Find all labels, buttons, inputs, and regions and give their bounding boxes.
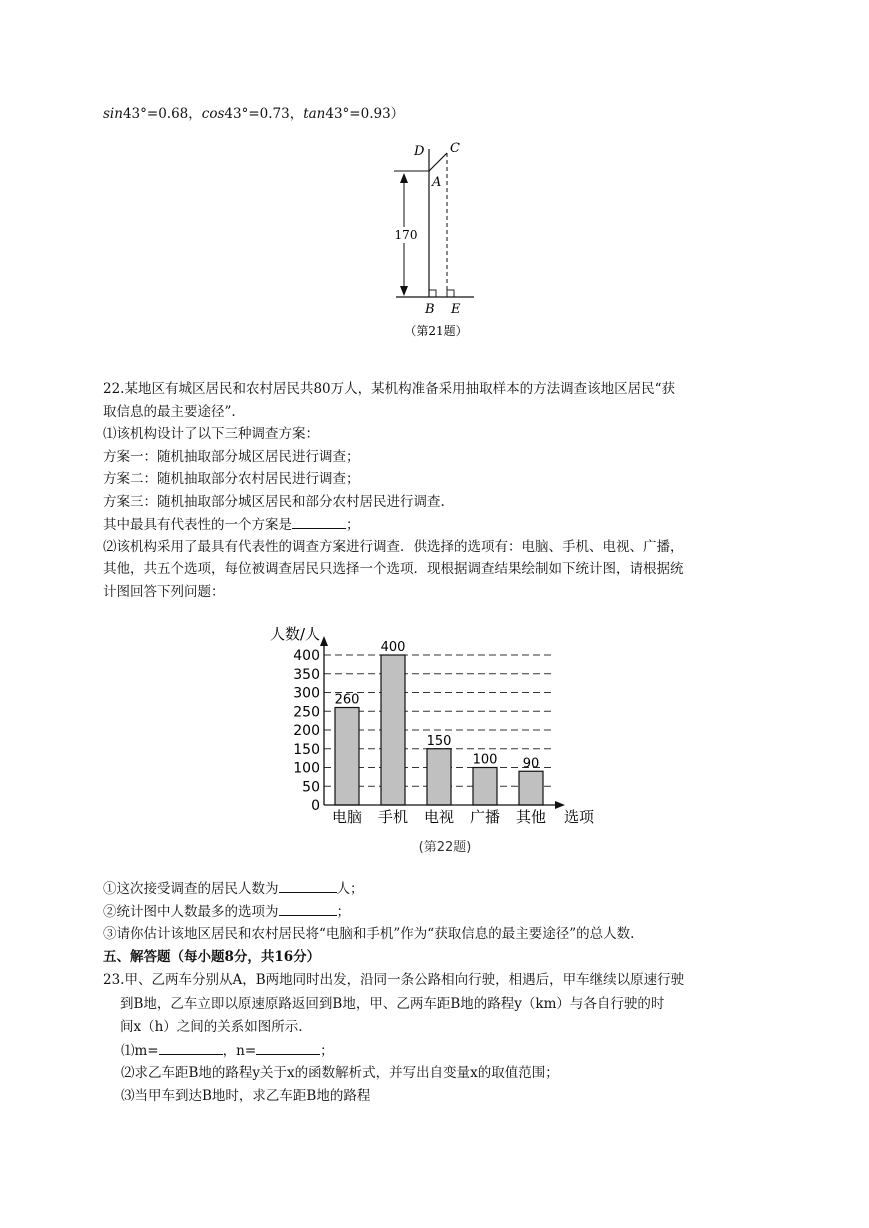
q22-sub1: [103, 878, 364, 899]
category-label: 电脑: [331, 808, 363, 826]
category-label: 手机: [377, 808, 409, 826]
q22-plan2: 方案二：随机抽取部分农村居民进行调查；: [103, 471, 360, 487]
y-axis-label: 人数/人: [270, 625, 321, 643]
point-b-label: B: [425, 302, 435, 317]
bar: [473, 768, 497, 806]
bar-value-label: 100: [472, 752, 498, 768]
cos-value: 43°=0.73，: [224, 106, 304, 122]
category-label: 广播: [469, 808, 501, 826]
q23-line3: 间x（h）之间的关系如图所示.: [120, 1019, 303, 1035]
bar-value-label: 260: [334, 692, 360, 708]
x-axis-label: 选项: [564, 808, 595, 826]
q22-part2-line1: ⑵该机构采用了最具有代表性的调查方案进行调查．供选择的选项有：电脑、手机、电视、广播，: [103, 539, 684, 555]
right-angle-e: [447, 290, 454, 297]
answer-blank[interactable]: [256, 1040, 320, 1055]
q23-part1: [121, 1040, 334, 1061]
y-tick-label: 300: [293, 685, 320, 702]
rep-punct: ；: [346, 517, 360, 533]
segment-ac: [429, 153, 447, 171]
figure-21: [390, 135, 490, 345]
tan-value: 43°=0.93）: [325, 106, 405, 122]
q23-part3: ⑶当甲车到达B地时，求乙车距B地的路程: [121, 1088, 371, 1104]
y-tick-label: 200: [293, 723, 320, 739]
sin-label: sin: [103, 106, 123, 122]
bar: [381, 655, 405, 805]
point-c-label: C: [450, 141, 460, 156]
point-d-label: D: [414, 144, 425, 159]
bar-value-label: 400: [380, 640, 406, 655]
bar-value-label: 150: [426, 733, 452, 749]
q22-intro-line2: 取信息的最主要途径”.: [103, 404, 236, 420]
right-angle-b: [429, 290, 436, 297]
q23-line2: 到B地，乙车立即以原速原路返回到B地，甲、乙两车距B地的路程y（km）与各自行驶的时: [120, 996, 665, 1012]
height-label: 170: [394, 228, 418, 242]
rep-text: 其中最具有代表性的一个方案是: [103, 517, 292, 533]
q22-part2-line2: 其他，共五个选项，每位被调查居民只选择一个选项．现根据调查结果绘制如下统计图，请根据统: [103, 561, 684, 577]
section5-heading: 五、解答题（每小题8分，共16分）: [103, 949, 321, 965]
cos-label: cos: [201, 106, 225, 122]
q22-plan1: 方案一：随机抽取部分城区居民进行调查；: [103, 449, 360, 465]
q22-representative-line: [103, 514, 360, 535]
y-tick-label: 100: [293, 760, 320, 777]
answer-blank[interactable]: [292, 514, 346, 529]
y-axis-arrow-icon: [320, 636, 328, 646]
trig-values-line: [103, 104, 404, 124]
fig21-caption: （第21题）: [404, 324, 468, 338]
m-label: ⑴m=: [121, 1043, 159, 1059]
q23-line1: 23.甲、乙两车分别从A，B两地同时出发，沿同一条公路相向行驶，相遇后，甲车继续以原速行驶: [103, 972, 685, 988]
bar-value-label: 90: [522, 756, 540, 772]
q22-plan3: 方案三：随机抽取部分城区居民和部分农村居民进行调查.: [103, 494, 445, 510]
bar-chart-22: [262, 618, 612, 863]
point-e-label: E: [451, 302, 461, 317]
arrow-down-icon: [400, 286, 408, 296]
tan-label: tan: [303, 106, 326, 122]
q22-intro-line1: 22.某地区有城区居民和农村居民共80万人，某机构准备采用抽取样本的方法调查该地区居民“获: [103, 381, 676, 397]
y-tick-label: 50: [302, 779, 320, 796]
n-label: ，n=: [222, 1043, 257, 1059]
sub2-punct: ；: [336, 904, 350, 920]
q22-part1: ⑴该机构设计了以下三种调查方案：: [103, 426, 319, 442]
sin-value: 43°=0.68，: [122, 106, 202, 122]
part1-punct: ；: [320, 1043, 334, 1059]
point-a-label: A: [432, 175, 442, 190]
answer-blank[interactable]: [159, 1040, 223, 1055]
sub1-text: ①这次接受调查的居民人数为: [103, 881, 279, 897]
category-label: 其他: [515, 808, 547, 826]
bar: [427, 749, 451, 805]
q22-sub3: ③请你估计该地区居民和农村居民将“电脑和手机”作为“获取信息的最主要途径”的总人数.: [103, 926, 635, 942]
y-tick-label: 400: [293, 648, 320, 664]
y-tick-label: 150: [293, 741, 320, 758]
answer-blank[interactable]: [279, 901, 337, 916]
q22-part2-line3: 计图回答下列问题：: [103, 584, 225, 600]
sub2-text: ②统计图中人数最多的选项为: [103, 904, 279, 920]
y-tick-label: 0: [311, 798, 320, 814]
q23-part2: ⑵求乙车距B地的路程y关于x的函数解析式，并写出自变量x的取值范围；: [121, 1065, 559, 1081]
bar: [519, 771, 543, 805]
q22-sub2: [103, 901, 350, 922]
y-tick-label: 350: [293, 666, 320, 683]
bar: [335, 708, 359, 806]
sub1-punct: 人；: [336, 881, 364, 897]
category-label: 电视: [423, 808, 455, 826]
arrow-up-icon: [400, 173, 408, 183]
chart-caption: (第22题): [418, 840, 472, 855]
y-tick-label: 250: [293, 704, 320, 721]
answer-blank[interactable]: [279, 878, 337, 893]
